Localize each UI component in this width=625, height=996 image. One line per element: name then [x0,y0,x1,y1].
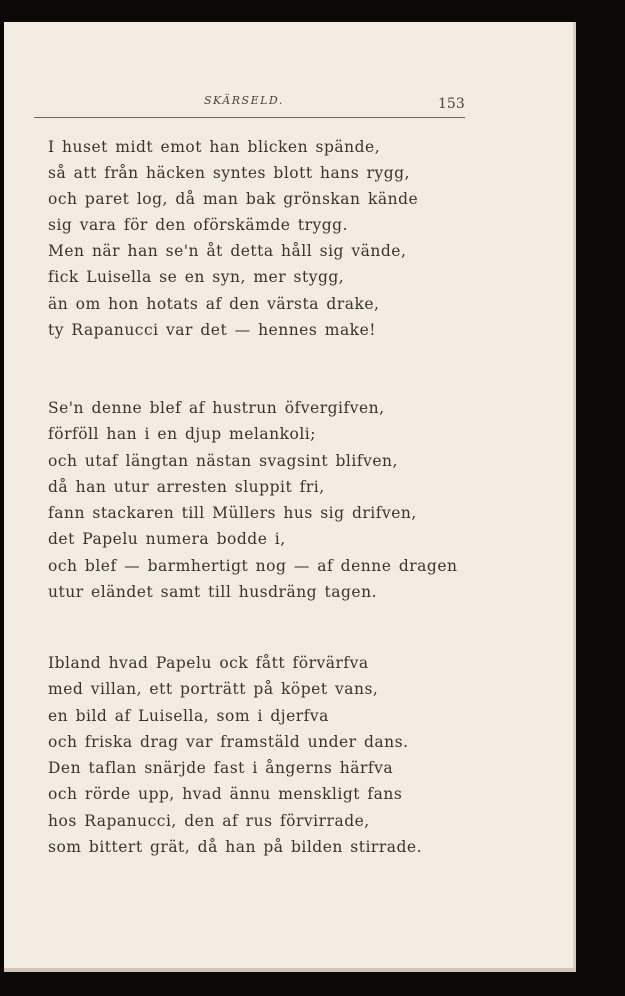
verse-line: Ibland hvad Papelu ock fått förvärfva [48,654,369,672]
verse-line: som bittert grät, då han på bilden stirrade. [48,838,423,857]
verse-line: så att från häcken syntes blott hans rygg, [48,164,411,183]
verse-line: då han utur arresten sluppit fri, [48,477,325,496]
page-number: 153 [438,96,465,112]
verse-line: med villan, ett porträtt på köpet vans, [48,680,379,699]
verse-line: och paret log, då man bak grönskan kände [48,190,419,209]
running-head-title: SKÄRSELD. [204,94,284,107]
verse-line: än om hon hotats af den värsta drake, [48,294,380,313]
verse-line: sig vara för den oförskämde trygg. [48,216,349,235]
verse-line: ty Rapanucci var det — hennes make! [48,320,376,339]
verse-line: en bild af Luisella, som i djerfva [48,706,329,725]
verse-line: och rörde upp, hvad ännu menskligt fans [48,785,403,804]
verse-line: Men när han se'n åt detta håll sig vände, [48,242,407,261]
verse-line: fann stackaren till Müllers hus sig drifven, [48,504,417,523]
stanza-1 [48,134,468,343]
stanza-2 [48,395,468,605]
verse-line: hos Rapanucci, den af rus förvirrade, [48,811,370,830]
verse-line: Den taflan snärjde fast i ångerns härfva [48,759,394,778]
stanza-3 [48,650,468,860]
verse-line: och blef — barmhertigt nog — af denne dragen [48,556,458,575]
verse-line: Se'n denne blef af hustrun öfvergifven, [48,399,385,417]
header-rule [34,117,465,118]
verse-line: förföll han i en djup melankoli; [48,425,316,444]
page-bottom-edge [4,968,576,972]
verse-line: det Papelu numera bodde i, [48,530,286,549]
verse-line: och friska drag var framstäld under dans. [48,732,409,751]
page-edge [573,22,576,972]
verse-line: utur eländet samt till husdräng tagen. [48,583,378,602]
page-sheet [4,22,573,972]
verse-line: I huset midt emot han blicken spände, [48,138,381,156]
verse-line: fick Luisella se en syn, mer stygg, [48,268,345,287]
verse-line: och utaf längtan nästan svagsint blifven, [48,451,398,470]
